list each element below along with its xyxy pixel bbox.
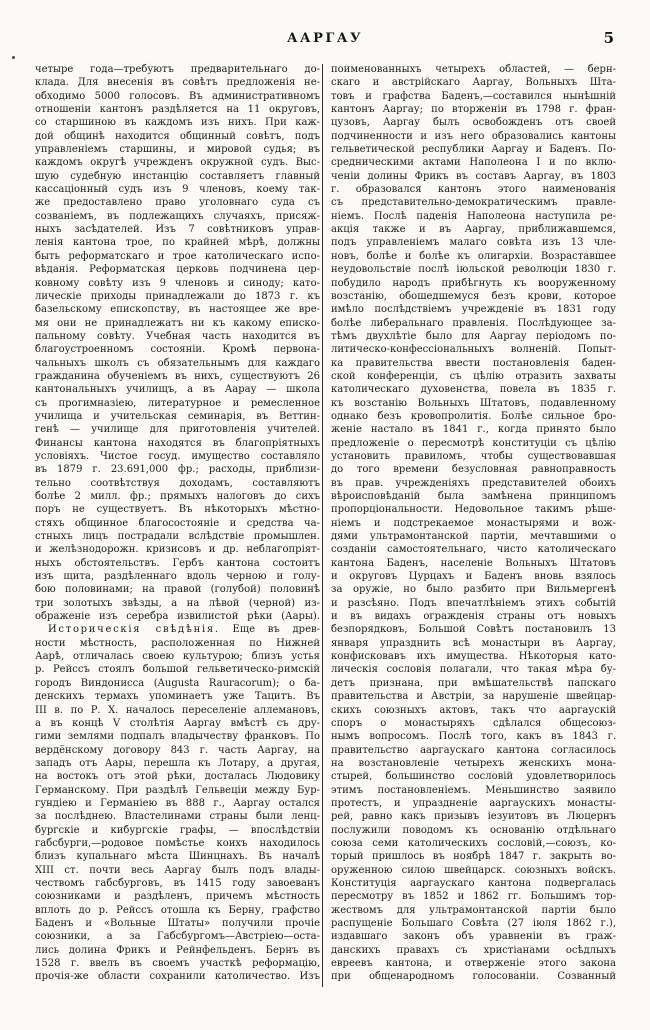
text-line: созваніемъ, въ подлежащихъ случаяхъ, присяж- bbox=[35, 210, 320, 222]
text-line: 1528 г. ввелъ въ своемъ участкѣ реформацію, bbox=[35, 958, 320, 970]
text-line: скаго и австрійскаго Ааргау, Вольныхъ Шта- bbox=[331, 77, 616, 89]
text-line: цузовъ, Ааргау былъ освобожденъ отъ своей bbox=[331, 117, 616, 129]
text-line: кантона Баденъ, населеніе Вольныхъ Штатовъ bbox=[331, 557, 616, 569]
text-line: три золотыхъ звѣзды, а на лѣвой (черной) из- bbox=[35, 597, 320, 609]
column-left bbox=[35, 63, 320, 984]
text-line: прочія-же области сохранили католичество. Изъ bbox=[35, 971, 320, 983]
text-line: каждомъ округѣ учрежденъ окружной судъ. Выс- bbox=[35, 157, 320, 169]
text-line: XIII ст. почти весь Ааргау былъ подъ влады- bbox=[35, 864, 320, 876]
text-line: Конституція ааргаускаго кантона подвергалась bbox=[331, 877, 616, 889]
text-line: бою половинами; на правой (голубой) половинѣ bbox=[35, 584, 320, 596]
running-head-title: ААРГАУ bbox=[286, 31, 364, 46]
text-line: поръ не существуетъ. Въ нѣкоторыхъ мѣстно- bbox=[35, 504, 320, 516]
text-line: жествомъ для ультрамонтанской партіи было bbox=[331, 904, 616, 916]
text-line: со старшиною въ каждомъ изъ нихъ. При каж- bbox=[35, 117, 320, 129]
text-line: и желѣзнодорожн. кризисовъ и др. неблагопріят- bbox=[35, 544, 320, 556]
text-line: предложеніе о пересмотрѣ конституціи съ цѣлію bbox=[331, 437, 616, 449]
text-line: безпорядковъ, Большой Совѣтъ постановилъ 13 bbox=[331, 624, 616, 636]
text-line: лическіе приходы принадлежали до 1873 г. къ bbox=[35, 290, 320, 302]
text-line: января упразднить всѣ монастыри въ Ааргау, bbox=[331, 637, 616, 649]
text-line: литическо-конфессіональныхъ волненій. Попыт- bbox=[331, 344, 616, 356]
text-line: отношеніи кантонъ раздѣляется на 11 округовъ, bbox=[35, 104, 320, 116]
text-line: ченіи долины Фрикъ въ составъ Ааргау, въ 1803 bbox=[331, 170, 616, 182]
text-line: нымъ вопросомъ. Послѣ того, какъ въ 1843 г. bbox=[331, 731, 616, 743]
text-line: товъ и графства Баденъ,—составился нынѣшній bbox=[331, 90, 616, 102]
text-line: и округовъ Цурцахъ и Баденъ вновь взялось bbox=[331, 571, 616, 583]
text-line: за послѣднею. Властелинами страны были ленц- bbox=[35, 811, 320, 823]
text-line: условіяхъ. Чистое госуд. имущество составляло bbox=[35, 450, 320, 462]
text-line: вердёнскому договору 843 г. часть Ааргау, на bbox=[35, 744, 320, 756]
text-line: пропорціональности. Недовольное такимъ рѣше- bbox=[331, 504, 616, 516]
text-line: Финансы кантона находятся въ благопріятныхъ bbox=[35, 437, 320, 449]
ink-speck bbox=[12, 56, 15, 59]
text-line: тельно соотвѣтствуя доходамъ, составляютъ bbox=[35, 477, 320, 489]
text-line: городъ Виндонисса (Augusta Rauracorum); о ба- bbox=[35, 677, 320, 689]
text-line: вѣданія. Реформатская церковь подчинена цер- bbox=[35, 264, 320, 276]
text-line: послужили поводомъ къ основанію отдѣльнаго bbox=[331, 824, 616, 836]
text-line: оруженною силою швейцарск. союзныхъ войскъ. bbox=[331, 864, 616, 876]
text-line: скихъ союзныхъ актовъ, такъ что ааргаускій bbox=[331, 704, 616, 716]
text-line: Историческія свѣдѣнія. Еще въ древ- bbox=[48, 624, 320, 636]
text-line: возстанію, обошедшемуся безъ крови, которое bbox=[331, 290, 616, 302]
text-line: близъ купальнаго мѣста Шинцнахъ. Въ началѣ bbox=[35, 851, 320, 863]
text-line: до того времени безусловная равноправность bbox=[331, 464, 616, 476]
text-line: тѣмъ двухлѣтіе было для Ааргау періодомъ по- bbox=[331, 330, 616, 342]
text-line: установить правиломъ, чтобы существовавшая bbox=[331, 450, 616, 462]
text-line: союзники, а за Габсбургомъ—Австріею—оста- bbox=[35, 931, 320, 943]
text-line: денскихъ термахъ упоминаетъ уже Тацитъ. Въ bbox=[35, 691, 320, 703]
text-line: средническими актами Наполеона I и по вклю- bbox=[331, 157, 616, 169]
text-line: ности мѣстность, расположенная по Нижней bbox=[35, 637, 320, 649]
text-line: изъ щита, раздѣленнаго вдоль черною и голу- bbox=[35, 571, 320, 583]
text-line: детъ признана, при вмѣшательствѣ папскаго bbox=[331, 677, 616, 689]
text-line: дой общинѣ находится общинный совѣтъ, подъ bbox=[35, 130, 320, 142]
text-line: лись долина Фрикъ и Рейнфельденъ. Бернъ въ bbox=[35, 944, 320, 956]
text-line: Германскому. При раздѣлѣ Гельвеціи между Бур- bbox=[35, 784, 320, 796]
page-number: 5 bbox=[603, 29, 614, 47]
text-line: дями ультрамонтанской партіи, мечтавшими о bbox=[331, 531, 616, 543]
text-line: ніемъ и подстрекаемое монастырями и вож- bbox=[331, 517, 616, 529]
text-line: болѣе либеральнаго правленія. Послѣдующее за- bbox=[331, 317, 616, 329]
text-line: вплоть до р. Рейссъ отошла къ Берну, графство bbox=[35, 904, 320, 916]
text-line: ныхъ обстоятельствъ. Гербъ кантона состоитъ bbox=[35, 557, 320, 569]
text-line: ніемъ. Послѣ паденія Наполеона наступила ре- bbox=[331, 210, 616, 222]
text-line: Аарѣ, отличалась своею культурою; близъ устья bbox=[35, 651, 320, 663]
text-line: III в. по Р. Х. началось переселеніе аллемановъ, bbox=[35, 704, 320, 716]
text-line: этимъ постановленіемъ. Меньшинство заявило bbox=[331, 784, 616, 796]
section-heading: Историческія свѣдѣнія. bbox=[48, 624, 220, 636]
text-line: въ 1879 г. 23.691,000 фр.; расходы, приблизи- bbox=[35, 464, 320, 476]
text-line: съ представительно-демократическимъ правле- bbox=[331, 197, 616, 209]
text-line: пальному совѣту. Учебная часть находится въ bbox=[35, 330, 320, 342]
text-line: генѣ — училище для приготовленія учителей. bbox=[35, 424, 320, 436]
text-line: болѣе 2 милл. фр.; прямыхъ налоговъ до сихъ bbox=[35, 491, 320, 502]
text-line: Баденъ и «Вольные Штаты» получили прочіе bbox=[35, 918, 320, 929]
text-line: чальныхъ школъ съ обязательнымъ для каждаго bbox=[35, 357, 320, 369]
text-line: новъ, болѣе и болѣе къ олигархіи. Возраставшее bbox=[331, 250, 616, 262]
text-line: ныхъ засѣдателей. Изъ 7 совѣтниковъ управ- bbox=[35, 224, 320, 236]
text-line: кантональныхъ училищъ, а въ Аарау — школа bbox=[35, 384, 320, 396]
text-line: за оружіе, но было разбито при Вильмергенѣ bbox=[331, 584, 616, 596]
text-line: вѣроисповѣданій была замѣнена принципомъ bbox=[331, 491, 616, 502]
text-line: союзниками и раздѣленъ, причемъ мѣстность bbox=[35, 891, 320, 903]
text-line: въ прав. учрежденіяхъ представителей обоихъ bbox=[331, 477, 616, 489]
text-line: протестъ, и упраздненіе ааргаускихъ монасты- bbox=[331, 797, 616, 809]
text-line: шую судебную инстанцію составляетъ главный bbox=[35, 170, 320, 182]
text-line: подъ управленіемъ малаго совѣта изъ 13 чле- bbox=[331, 237, 616, 249]
text-line: кассаціонный судъ изъ 9 членовъ, коему так- bbox=[35, 184, 320, 196]
text-line: г. образовался кантонъ этого наименованія bbox=[331, 184, 616, 196]
text-line: созданіи самостоятельнаго, чисто католическаго bbox=[331, 544, 616, 556]
text-line: мя они не принадлежатъ ни къ какому еписко- bbox=[35, 317, 320, 329]
text-line: лическія сословія полагали, что такая мѣра бу- bbox=[331, 664, 616, 676]
text-line: габсбурги,—родовое помѣстье коихъ находилось bbox=[35, 837, 320, 849]
text-line: пересмотру въ 1852 и 1862 гг. Большимъ тор- bbox=[331, 891, 616, 903]
text-line: неудовольствіе послѣ іюльской революціи 1830 г. bbox=[331, 264, 616, 276]
text-line: рей, равно какъ призывъ іезуитовъ въ Люцернъ bbox=[331, 811, 616, 823]
text-line: распущеніе Большаго Совѣта (27 іюля 1862 г.), bbox=[331, 918, 616, 929]
text-line: стяхъ общинное благосостояніе и средства ча- bbox=[35, 517, 320, 529]
text-line: издавшаго законъ объ уравненіи въ граж- bbox=[331, 931, 616, 943]
text-line: и въ видахъ огражденія страны отъ новыхъ bbox=[331, 611, 616, 623]
text-line: стырей, большинство сословій удовлетворилось bbox=[331, 771, 616, 783]
text-line: съ прогимназіею, литературное и ремесленное bbox=[35, 397, 320, 409]
text-line: акція также и въ Ааргау, приближавшемся, bbox=[331, 224, 616, 236]
text-line: при общенародномъ голосованіи. Созванный bbox=[331, 971, 616, 983]
text-line: евреевъ кантона, и отверженіе этого закона bbox=[331, 958, 616, 970]
text-line: данскихъ правахъ съ христіанами осѣдлыхъ bbox=[331, 944, 616, 956]
text-line: обходимо 5000 голосовъ. Въ административномъ bbox=[35, 90, 320, 102]
text-line: ка правительства ввести постановленія баден- bbox=[331, 357, 616, 369]
text-line: на востокъ отъ этой рѣки, досталась Людовику bbox=[35, 771, 320, 783]
text-line: кантонъ Ааргау; по вторженіи въ 1798 г. фран- bbox=[331, 104, 616, 116]
text-line: быть реформатскаго и трое католическаго испо- bbox=[35, 250, 320, 262]
text-line: чествомъ габсбурговъ, въ 1415 году завоеванъ bbox=[35, 877, 320, 889]
text-line: гими землями подпалъ владычеству франковъ. По bbox=[35, 731, 320, 743]
text-line: имѣло послѣдствіемъ учрежденіе въ 1831 году bbox=[331, 304, 616, 316]
text-line: однако безъ кровопролитія. Болѣе сильное бро- bbox=[331, 410, 616, 422]
text-line: базельскому епископству, въ настоящее же вре- bbox=[35, 304, 320, 316]
column-divider bbox=[322, 64, 323, 987]
text-line: торый пришлось въ ноябрѣ 1847 г. закрыть во- bbox=[331, 851, 616, 863]
text-line: подчиненности и изъ него образовались кантоны bbox=[331, 130, 616, 142]
text-line: женіе настало въ 1841 г., когда принято было bbox=[331, 424, 616, 436]
text-line: р. Рейссъ стоялъ большой гельветическо-римскій bbox=[35, 664, 320, 676]
text-line: конфисковавъ ихъ имущества. Нѣкоторыя като- bbox=[331, 651, 616, 663]
text-line: ображеніе изъ серебра извилистой рѣки (Аары). bbox=[35, 611, 320, 623]
text-line: а въ концѣ V столѣтія Ааргау вмѣстѣ съ дру- bbox=[35, 717, 320, 729]
text-line: же предоставлено право уголовнаго суда съ bbox=[35, 197, 320, 209]
text-line: гельветической республики Ааргау и Баденъ. По- bbox=[331, 144, 616, 156]
text-line: управленіемъ старшины, и мировой судья; въ bbox=[35, 144, 320, 156]
text-line: гражданина обученіемъ въ нихъ, существуютъ 26 bbox=[35, 370, 320, 382]
text-line: училища и учительская семинарія, въ Веттин- bbox=[35, 410, 320, 422]
text-line: на возстановленіе четырехъ женскихъ мона- bbox=[331, 757, 616, 769]
text-line: правительства и Австріи, за нарушеніе швейцар- bbox=[331, 691, 616, 703]
text-line: ковному совѣту изъ 9 членовъ и синоду; като- bbox=[35, 277, 320, 289]
text-line: споръ о монастыряхъ сдѣлался общесоюз- bbox=[331, 717, 616, 729]
text-line: западъ отъ Аары, перешла къ Лотару, а другая, bbox=[35, 757, 320, 769]
text-line: и разсѣяно. Подъ впечатлѣніемъ этихъ событій bbox=[331, 597, 616, 609]
text-line: побудило народъ прибѣгнуть къ вооруженному bbox=[331, 277, 616, 289]
text-line: благоустроенномъ состояніи. Кромѣ первона- bbox=[35, 344, 320, 356]
text-line: союза семи католическихъ сословій,—союзъ, ко- bbox=[331, 837, 616, 849]
text-line: четыре года—требуютъ предварительнаго до- bbox=[35, 64, 320, 75]
text-line: католическаго духовенства, повела въ 1835 г. bbox=[331, 384, 616, 396]
text-line: ленія кантона трое, по крайней мѣрѣ, должны bbox=[35, 237, 320, 249]
text-line: бургскіе и кибургскіе графы, — впослѣдствіи bbox=[35, 824, 320, 836]
text-line: гундіею и Германіею въ 888 г., Ааргау остался bbox=[35, 797, 320, 809]
text-line: ской конференціи, съ цѣлію отразить захваты bbox=[331, 370, 616, 382]
text-line: клада. Для внесенія въ совѣтъ предложенія не- bbox=[35, 77, 320, 89]
text-line: поименованныхъ четырехъ областей, — берн- bbox=[331, 64, 616, 75]
text-line: къ возстанію Вольныхъ Штатовъ, подавленному bbox=[331, 397, 616, 409]
column-right bbox=[331, 63, 616, 984]
text-line: стныхъ лицъ пострадали вслѣдствіе промышлен. bbox=[35, 531, 320, 543]
text-line: правительство ааргаускаго кантона согласилось bbox=[331, 744, 616, 756]
